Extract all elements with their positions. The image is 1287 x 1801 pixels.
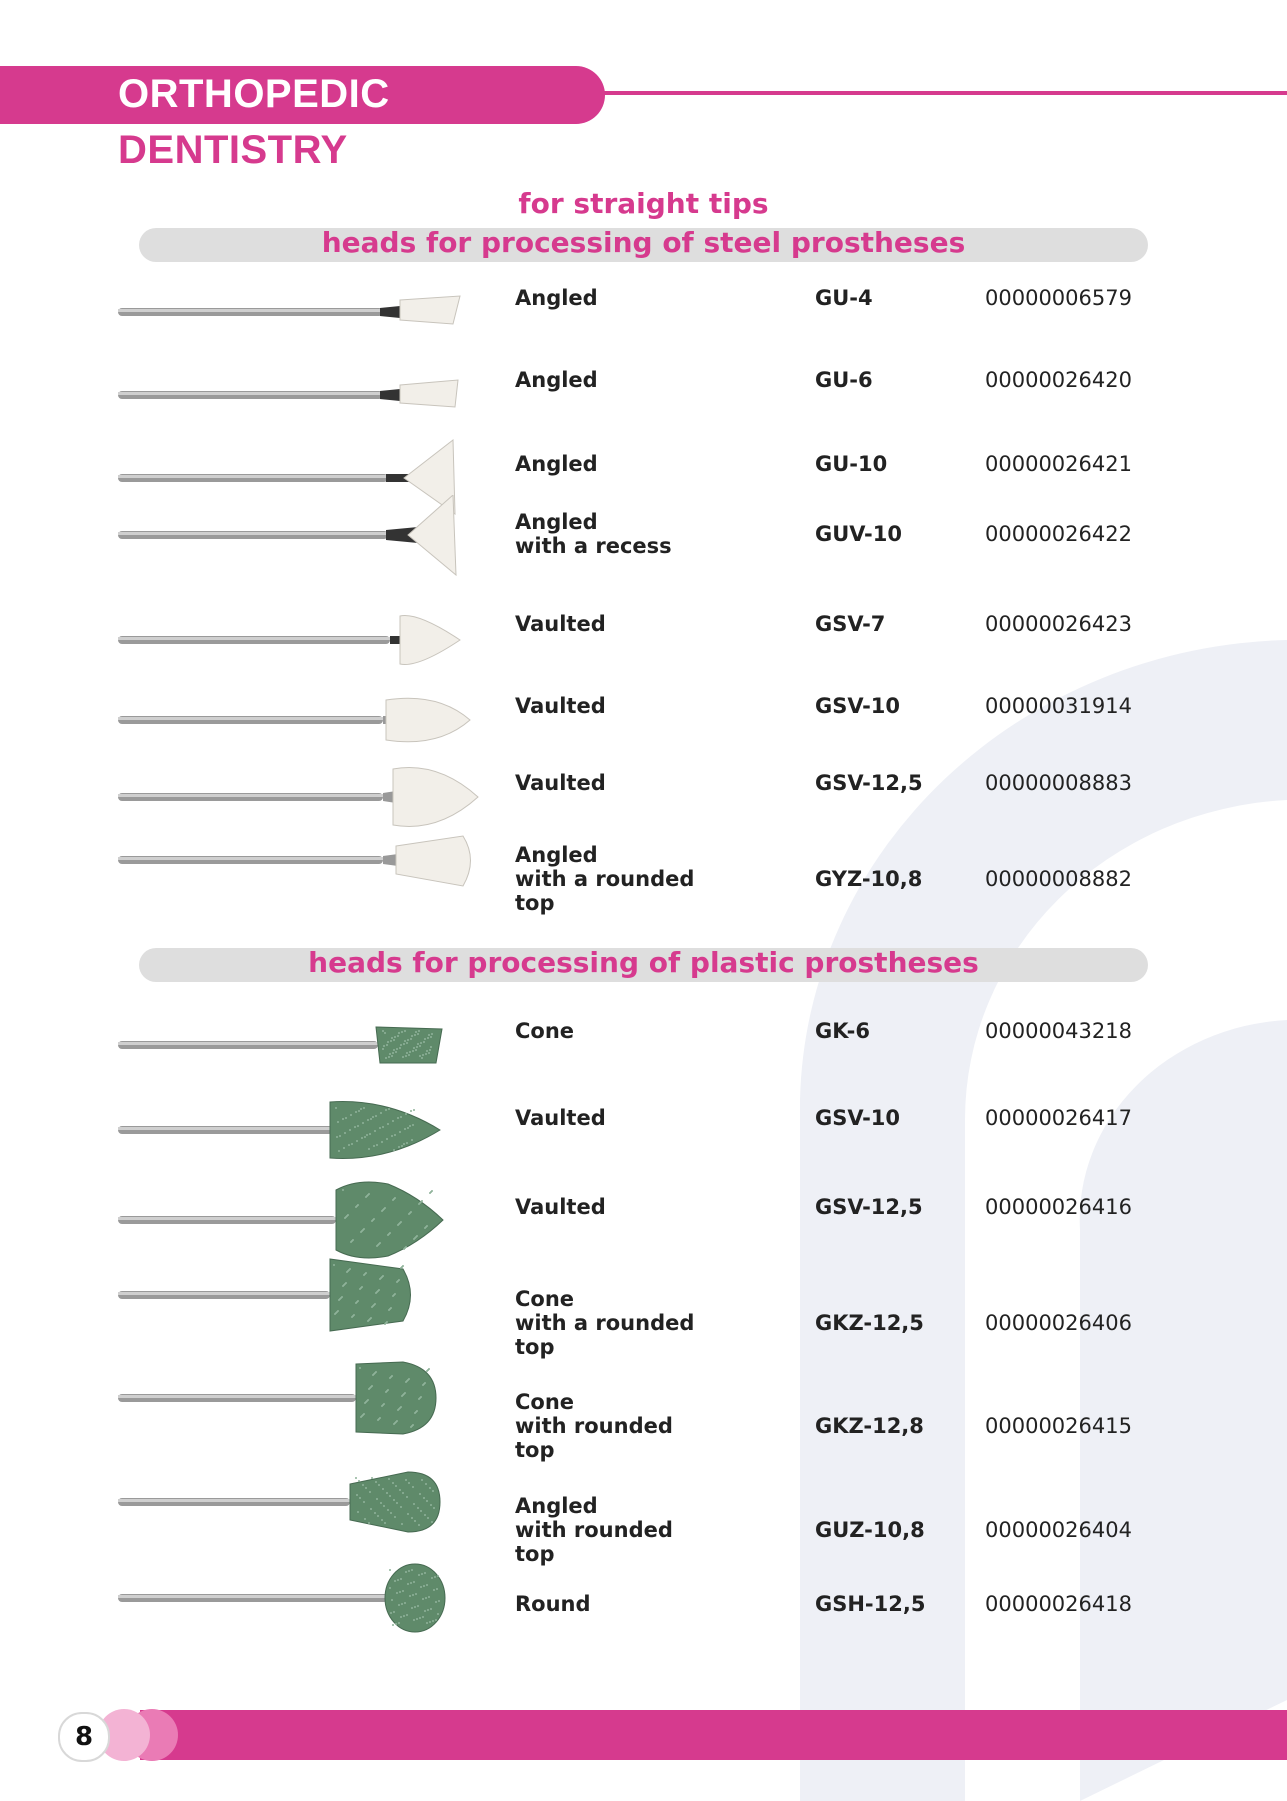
page-title-line1: ORTHOPEDIC: [118, 72, 390, 116]
product-code: GSV-12,5: [815, 1195, 923, 1219]
product-name: Vaulted: [515, 694, 606, 718]
product-code: GSV-7: [815, 612, 886, 636]
product-name: Angled: [515, 452, 598, 476]
product-name: Angled with rounded top: [515, 1494, 673, 1566]
product-number: 00000026417: [985, 1106, 1132, 1130]
product-number: 00000031914: [985, 694, 1132, 718]
product-number: 00000026423: [985, 612, 1132, 636]
plastic-angled-rounded-head-icon: [118, 1462, 488, 1562]
plastic-cone-rounded-head-icon: [118, 1358, 488, 1458]
product-name: Vaulted: [515, 1195, 606, 1219]
product-name: Round: [515, 1592, 591, 1616]
plastic-round-head-icon: [118, 1558, 488, 1658]
product-name: Vaulted: [515, 612, 606, 636]
product-code: GSH-12,5: [815, 1592, 926, 1616]
page-subtitle: for straight tips: [518, 187, 769, 220]
product-name: Cone with a rounded top: [515, 1287, 695, 1359]
product-code: GSV-12,5: [815, 771, 923, 795]
product-number: 00000026418: [985, 1592, 1132, 1616]
product-code: GUZ-10,8: [815, 1518, 925, 1542]
product-code: GU-4: [815, 286, 873, 310]
product-name: Angled with a recess: [515, 510, 672, 558]
footer-bar: [140, 1710, 1287, 1760]
product-number: 00000026404: [985, 1518, 1132, 1542]
page-title-line2: DENTISTRY: [118, 128, 348, 172]
product-number: 00000008883: [985, 771, 1132, 795]
product-number: 00000026406: [985, 1311, 1132, 1335]
product-code: GSV-10: [815, 694, 901, 718]
product-code: GKZ-12,5: [815, 1311, 924, 1335]
product-number: 00000026421: [985, 452, 1132, 476]
page-number: 8: [58, 1712, 110, 1762]
product-number: 00000043218: [985, 1019, 1132, 1043]
product-code: GSV-10: [815, 1106, 901, 1130]
plastic-vaulted-head-icon: [118, 1090, 488, 1190]
product-number: 00000008882: [985, 867, 1132, 891]
product-name: Angled: [515, 368, 598, 392]
product-number: 00000026420: [985, 368, 1132, 392]
section-header-steel: [139, 228, 1148, 262]
product-code: GYZ-10,8: [815, 867, 923, 891]
section-title: heads for processing of plastic prostheses: [308, 946, 979, 979]
product-number: 00000026422: [985, 522, 1132, 546]
product-code: GUV-10: [815, 522, 902, 546]
product-number: 00000006579: [985, 286, 1132, 310]
plastic-cone-rounded-head-icon: [118, 1255, 488, 1355]
product-code: GKZ-12,8: [815, 1414, 924, 1438]
product-code: GK-6: [815, 1019, 871, 1043]
product-name: Vaulted: [515, 771, 606, 795]
product-number: 00000026416: [985, 1195, 1132, 1219]
product-name: Angled with a rounded top: [515, 843, 695, 915]
section-title: heads for processing of steel prostheses: [321, 226, 966, 259]
steel-rounded-head-icon: [118, 820, 488, 920]
product-code: GU-6: [815, 368, 873, 392]
product-number: 00000026415: [985, 1414, 1132, 1438]
section-header-plastic: [139, 948, 1148, 982]
product-name: Cone: [515, 1019, 575, 1043]
steel-angled-recess-head-icon: [118, 495, 488, 595]
product-name: Vaulted: [515, 1106, 606, 1130]
product-name: Angled: [515, 286, 598, 310]
product-name: Cone with rounded top: [515, 1390, 673, 1462]
product-code: GU-10: [815, 452, 888, 476]
header-rule: [600, 91, 1287, 95]
